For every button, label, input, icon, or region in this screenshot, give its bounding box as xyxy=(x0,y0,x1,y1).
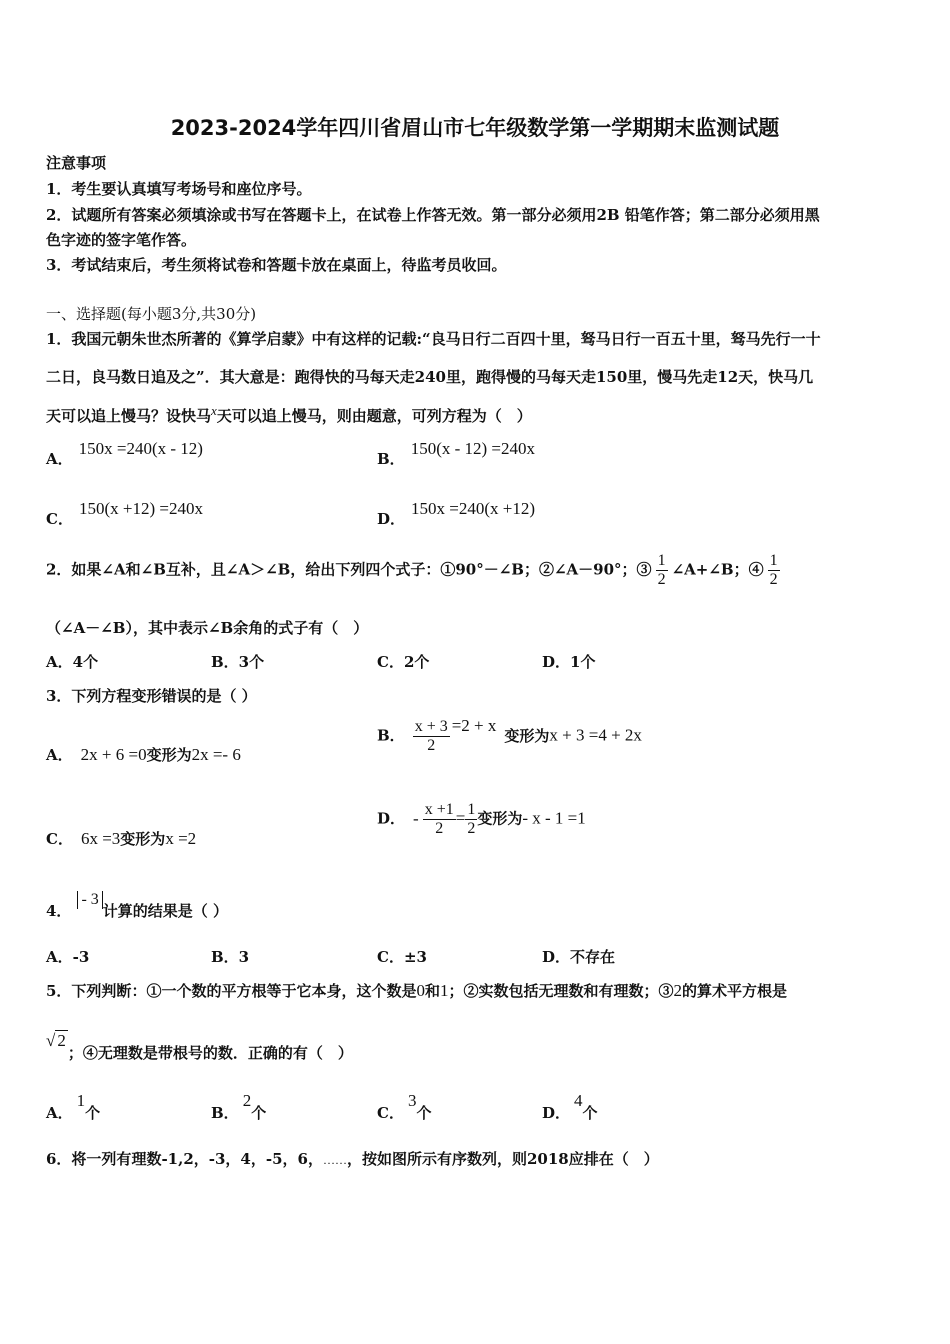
q2-line1b: ∠A+∠B；④ xyxy=(671,560,764,579)
frac-den: 2 xyxy=(657,571,666,588)
option-label: C． xyxy=(46,510,73,528)
option-unit: 个 xyxy=(416,1104,432,1122)
frac-den: 2 xyxy=(427,737,436,754)
q2-option-d[interactable]: D．1个 xyxy=(542,653,596,671)
option-label: C． xyxy=(377,1104,404,1122)
q6-line1b: ，按如图所示有序数列，则2018应排在（ ） xyxy=(346,1150,659,1168)
q4-number: 4． xyxy=(46,902,72,920)
q5-option-a[interactable] xyxy=(46,1091,101,1123)
q1-var: x xyxy=(211,403,217,418)
q3-d-fraction-2 xyxy=(465,801,477,838)
option-label: B． xyxy=(211,1104,239,1122)
option-expr: 150(x +12) =240x xyxy=(78,499,203,518)
notice-item: 3．考试结束后，考生须将试卷和答题卡放在桌面上，待监考员收回。 xyxy=(46,256,507,274)
q2-line2: （∠A－∠B），其中表示∠B余角的式子有（ ） xyxy=(46,619,369,637)
q3-c-rhs: x =2 xyxy=(165,829,197,848)
q1-line2: 二日，良马数日追及之”．其大意是：跑得快的马每天走240里，跑得慢的马每天走150里，慢马先走12天，快马几 xyxy=(46,368,814,386)
q3-a-mid: 变形为 xyxy=(146,746,192,764)
q1-line3b: 天可以追上慢马，则由题意，可列方程为（ ） xyxy=(216,407,532,425)
q5-line1b: ；②实数包括无理数和有理数；③ xyxy=(448,982,674,1000)
q5-value-1: 1 xyxy=(439,981,449,1000)
q5-sqrt: √ 2 xyxy=(46,1031,66,1050)
q2-fraction-half xyxy=(768,552,780,589)
option-label: D． xyxy=(377,809,406,828)
frac-num: 1 xyxy=(657,552,666,569)
frac-num: x + 3 xyxy=(414,718,448,735)
option-unit: 个 xyxy=(251,1104,267,1122)
q3-a-lhs: 2x + 6 =0 xyxy=(80,745,147,764)
frac-num: x +1 xyxy=(424,801,454,818)
q1-option-a[interactable] xyxy=(46,439,203,469)
q4-text: 计算的结果是（ ） xyxy=(102,902,228,920)
option-label: D． xyxy=(377,510,406,528)
q2-line1 xyxy=(46,552,784,589)
option-number: 1 xyxy=(76,1091,86,1110)
q3-b-fraction xyxy=(413,718,450,755)
q3-d-mid: 变形为 xyxy=(477,809,523,828)
option-label: A． xyxy=(46,1104,73,1122)
q5-line1 xyxy=(46,980,787,1001)
notice-item: 2．试题所有答案必须填涂或书写在答题卡上，在试卷上作答无效。第一部分必须用2B 铅笔作答；第二部分必须用黑 xyxy=(46,206,820,224)
q5-line1a: 5．下列判断：①一个数的平方根等于它本身，这个数是 xyxy=(46,982,417,1000)
q5-value-0: 0 xyxy=(416,981,425,1000)
q3-option-c[interactable] xyxy=(46,828,196,849)
q3-d-eq: = xyxy=(455,808,466,828)
q1-line3 xyxy=(46,403,532,426)
q3-b-rest: =2 + x xyxy=(451,715,497,735)
q2-option-a[interactable]: A．4个 xyxy=(46,653,99,671)
q5-option-c[interactable] xyxy=(377,1091,432,1123)
q5-option-d[interactable] xyxy=(542,1091,598,1123)
option-number: 3 xyxy=(407,1091,417,1110)
notice-item: 色字迹的签字笔作答。 xyxy=(46,231,197,249)
q3-d-neg: - xyxy=(413,808,419,828)
q6-ellipsis: …… xyxy=(322,1153,347,1167)
option-expr: 150x =240(x +12) xyxy=(411,499,536,518)
q3-stem: 3．下列方程变形错误的是（ ） xyxy=(46,687,257,705)
q2-fraction-half xyxy=(656,552,668,589)
option-unit: 个 xyxy=(582,1104,598,1122)
q4-option-d[interactable]: D．不存在 xyxy=(542,948,616,966)
frac-den: 2 xyxy=(467,820,476,837)
q4-abs-value: - 3 xyxy=(77,891,102,909)
q3-a-rhs: 2x =- 6 xyxy=(191,745,241,764)
q2-line1a: 2．如果∠A和∠B互补，且∠A＞∠B，给出下列四个式子：①90°－∠B；②∠A－90°；③ xyxy=(46,560,652,579)
q3-c-lhs: 6x =3 xyxy=(80,829,121,848)
option-number: 4 xyxy=(574,1091,583,1110)
q5-option-b[interactable] xyxy=(211,1091,267,1123)
q1-option-b[interactable] xyxy=(377,439,536,469)
frac-num: 1 xyxy=(467,801,476,818)
q1-line3a: 天可以追上慢马？设快马 xyxy=(46,407,212,425)
q2-option-b[interactable]: B．3个 xyxy=(211,653,265,671)
q4-option-c[interactable]: C．±3 xyxy=(377,948,427,966)
option-expr: 150x =240(x - 12) xyxy=(78,439,203,458)
q6-stem xyxy=(46,1148,659,1169)
q3-d-rhs: - x - 1 =1 xyxy=(522,808,586,828)
q3-option-a[interactable] xyxy=(46,744,241,765)
q3-b-mid: 变形为 xyxy=(504,726,550,745)
option-number: 2 xyxy=(242,1091,252,1110)
section-heading: 一、选择题(每小题3分,共30分) xyxy=(46,305,257,323)
q1-line1: 1．我国元朝朱世杰所著的《算学启蒙》中有这样的记载:“良马日行二百四十里，驽马日行一百五十里，驽马先行一十 xyxy=(46,330,821,348)
option-expr: 150(x - 12) =240x xyxy=(410,439,536,458)
q2-option-c[interactable]: C．2个 xyxy=(377,653,430,671)
notice-item: 1．考生要认真填写考场号和座位序号。 xyxy=(46,180,312,198)
page-title: 2023-2024学年四川省眉山市七年级数学第一学期期末监测试题 xyxy=(170,116,780,140)
q3-b-rhs: x + 3 =4 + 2x xyxy=(549,725,642,745)
q6-line1a: 6．将一列有理数-1,2，-3，4，-5，6， xyxy=(46,1150,323,1168)
option-label: B． xyxy=(377,726,405,745)
q3-option-d[interactable] xyxy=(377,801,586,838)
notice-heading: 注意事项 xyxy=(46,154,107,172)
q3-c-mid: 变形为 xyxy=(120,830,166,848)
option-unit: 个 xyxy=(85,1104,101,1122)
frac-num: 1 xyxy=(769,552,778,569)
frac-den: 2 xyxy=(435,820,444,837)
q5-line2 xyxy=(46,1030,353,1062)
q5-line2-text: ；④无理数是带根号的数．正确的有（ ） xyxy=(67,1044,353,1062)
q1-option-d[interactable] xyxy=(377,499,536,529)
option-label: C． xyxy=(46,830,73,848)
q5-and: 和 xyxy=(424,982,440,1000)
q1-option-c[interactable] xyxy=(46,499,203,529)
q3-d-fraction-1 xyxy=(423,801,456,838)
frac-den: 2 xyxy=(769,571,778,588)
q3-option-b[interactable] xyxy=(377,715,642,755)
q5-sqrt-arg: 2 xyxy=(57,1031,66,1050)
option-label: A． xyxy=(46,746,73,764)
q5-line1c: 的算术平方根是 xyxy=(681,982,787,1000)
q4-option-b[interactable]: B．3 xyxy=(211,948,250,966)
q5-value-2: 2 xyxy=(673,981,682,1000)
q4-option-a[interactable]: A．-3 xyxy=(46,948,90,966)
option-label: D． xyxy=(542,1104,571,1122)
option-label: A． xyxy=(46,450,73,468)
option-label: B． xyxy=(377,450,405,468)
q4-stem xyxy=(46,888,228,920)
